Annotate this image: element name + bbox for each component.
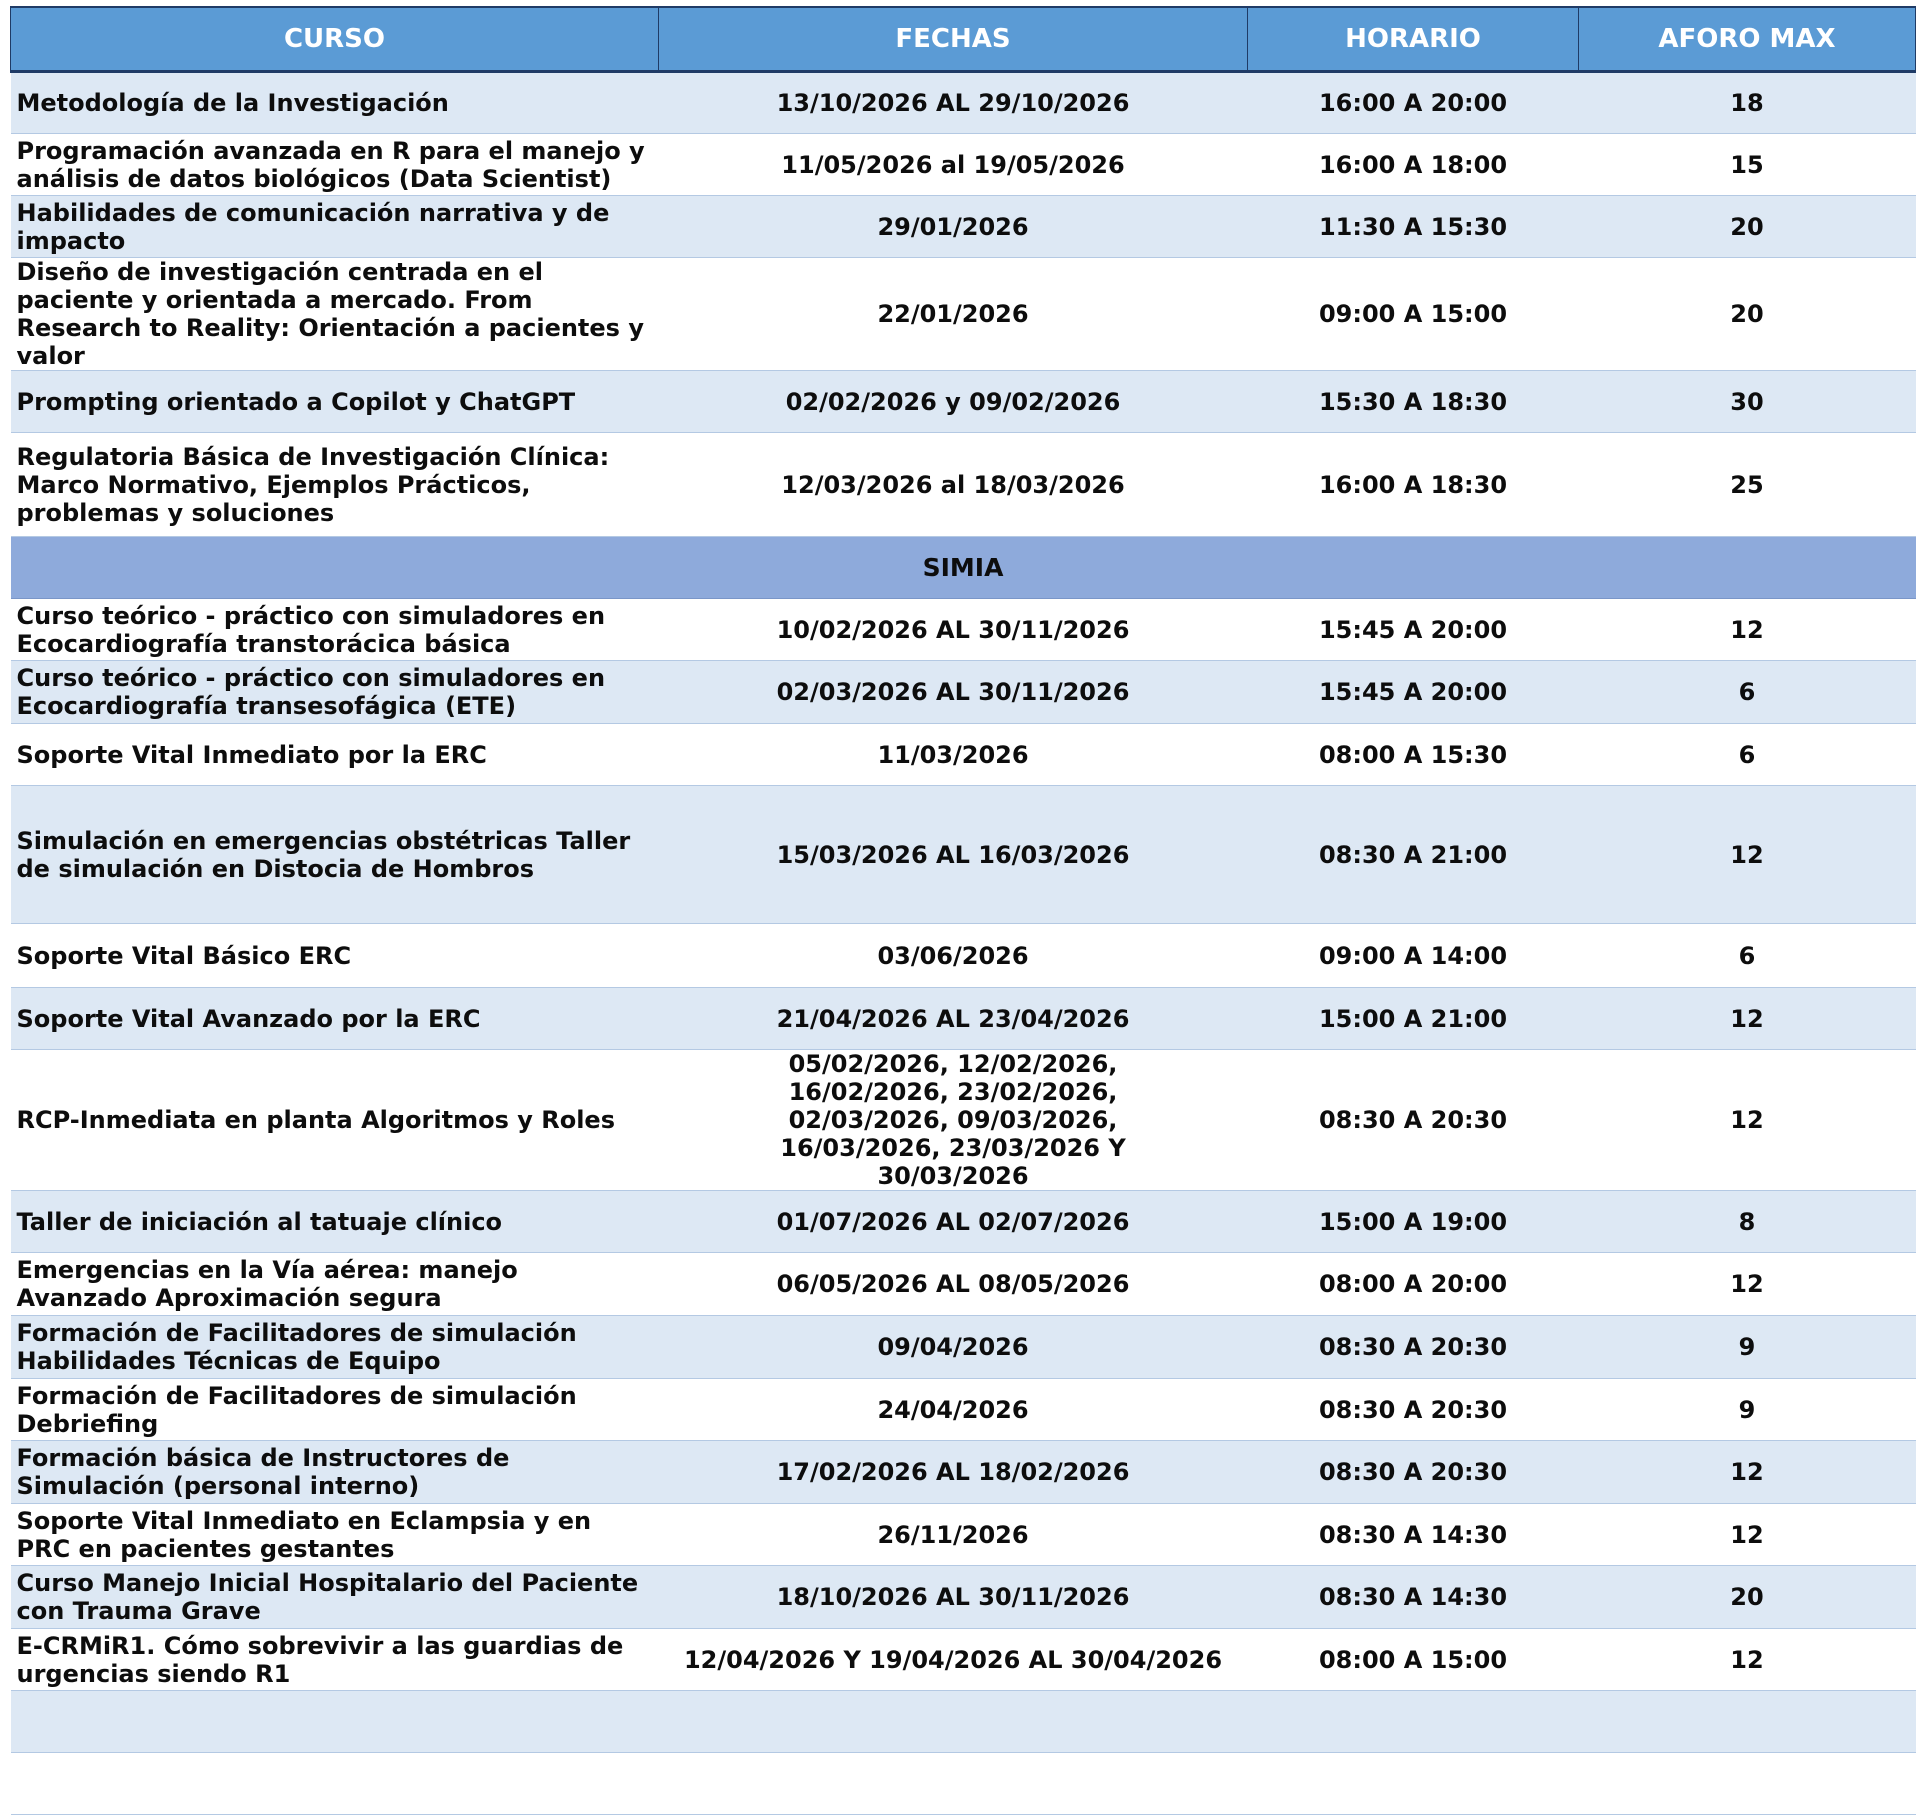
course-capacity: 20 xyxy=(1579,258,1916,371)
course-dates: 26/11/2026 xyxy=(659,1504,1248,1566)
table-row xyxy=(11,1050,1916,1191)
table-row xyxy=(11,371,1916,433)
table-row xyxy=(11,1753,1916,1815)
course-dates: 29/01/2026 xyxy=(659,196,1248,258)
course-name: Soporte Vital Inmediato en Eclampsia y en PRC en pacientes gestantes xyxy=(11,1504,659,1566)
course-name: RCP-Inmediata en planta Algoritmos y Roles xyxy=(11,1050,659,1191)
course-dates: 18/10/2026 AL 30/11/2026 xyxy=(659,1566,1248,1629)
course-name xyxy=(11,1753,659,1815)
course-name: Programación avanzada en R para el manejo y análisis de datos biológicos (Data Scientist) xyxy=(11,134,659,196)
course-dates xyxy=(659,1691,1248,1753)
course-schedule: 08:30 A 20:30 xyxy=(1248,1379,1579,1441)
course-capacity: 9 xyxy=(1579,1316,1916,1379)
course-dates: 17/02/2026 AL 18/02/2026 xyxy=(659,1441,1248,1504)
course-schedule: 08:30 A 14:30 xyxy=(1248,1566,1579,1629)
course-name: Habilidades de comunicación narrativa y de impacto xyxy=(11,196,659,258)
course-capacity: 6 xyxy=(1579,724,1916,786)
course-capacity: 20 xyxy=(1579,1566,1916,1629)
course-schedule xyxy=(1248,1691,1579,1753)
course-schedule: 16:00 A 18:30 xyxy=(1248,433,1579,537)
courses-table xyxy=(10,6,1916,1815)
course-name: Prompting orientado a Copilot y ChatGPT xyxy=(11,371,659,433)
table-row xyxy=(11,786,1916,924)
course-dates: 03/06/2026 xyxy=(659,924,1248,988)
course-dates xyxy=(659,1753,1248,1815)
table-row xyxy=(11,1316,1916,1379)
table-body xyxy=(11,72,1916,1815)
course-name xyxy=(11,1691,659,1753)
table-row xyxy=(11,1566,1916,1629)
course-dates: 24/04/2026 xyxy=(659,1379,1248,1441)
table-row xyxy=(11,72,1916,134)
table-row xyxy=(11,1691,1916,1753)
course-dates: 09/04/2026 xyxy=(659,1316,1248,1379)
table-row xyxy=(11,724,1916,786)
course-dates: 05/02/2026, 12/02/2026, 16/02/2026, 23/02/2026, 02/03/2026, 09/03/2026, 16/03/2026, 23/03/2026 Y 30/03/2026 xyxy=(659,1050,1248,1191)
course-capacity xyxy=(1579,1691,1916,1753)
course-dates: 11/03/2026 xyxy=(659,724,1248,786)
course-name: Regulatoria Básica de Investigación Clínica: Marco Normativo, Ejemplos Prácticos, problemas y soluciones xyxy=(11,433,659,537)
course-capacity xyxy=(1579,1753,1916,1815)
section-title: SIMIA xyxy=(11,537,1916,599)
course-schedule: 09:00 A 15:00 xyxy=(1248,258,1579,371)
course-capacity: 20 xyxy=(1579,196,1916,258)
table-header xyxy=(11,7,1916,72)
course-capacity: 6 xyxy=(1579,661,1916,724)
course-capacity: 6 xyxy=(1579,924,1916,988)
course-dates: 21/04/2026 AL 23/04/2026 xyxy=(659,988,1248,1050)
table-row xyxy=(11,1504,1916,1566)
course-name: E-CRMiR1. Cómo sobrevivir a las guardias de urgencias siendo R1 xyxy=(11,1629,659,1691)
course-capacity: 12 xyxy=(1579,1629,1916,1691)
course-capacity: 8 xyxy=(1579,1191,1916,1253)
course-schedule xyxy=(1248,1753,1579,1815)
course-schedule: 08:00 A 20:00 xyxy=(1248,1253,1579,1316)
course-schedule: 15:00 A 21:00 xyxy=(1248,988,1579,1050)
course-dates: 06/05/2026 AL 08/05/2026 xyxy=(659,1253,1248,1316)
table-row xyxy=(11,258,1916,371)
course-capacity: 15 xyxy=(1579,134,1916,196)
course-capacity: 12 xyxy=(1579,786,1916,924)
course-dates: 11/05/2026 al 19/05/2026 xyxy=(659,134,1248,196)
table-row xyxy=(11,134,1916,196)
course-name: Taller de iniciación al tatuaje clínico xyxy=(11,1191,659,1253)
course-name: Simulación en emergencias obstétricas Taller de simulación en Distocia de Hombros xyxy=(11,786,659,924)
table-row xyxy=(11,1191,1916,1253)
course-name: Soporte Vital Avanzado por la ERC xyxy=(11,988,659,1050)
table-row xyxy=(11,924,1916,988)
course-schedule: 16:00 A 18:00 xyxy=(1248,134,1579,196)
course-schedule: 11:30 A 15:30 xyxy=(1248,196,1579,258)
course-name: Curso teórico - práctico con simuladores en Ecocardiografía transtorácica básica xyxy=(11,599,659,661)
course-schedule: 08:30 A 20:30 xyxy=(1248,1316,1579,1379)
course-schedule: 08:30 A 21:00 xyxy=(1248,786,1579,924)
course-name: Formación básica de Instructores de Simulación (personal interno) xyxy=(11,1441,659,1504)
course-name: Metodología de la Investigación xyxy=(11,72,659,134)
course-name: Diseño de investigación centrada en el paciente y orientada a mercado. From Research to Reality: Orientación a pacientes y valor xyxy=(11,258,659,371)
course-dates: 02/02/2026 y 09/02/2026 xyxy=(659,371,1248,433)
table-row xyxy=(11,988,1916,1050)
course-capacity: 9 xyxy=(1579,1379,1916,1441)
table-row xyxy=(11,661,1916,724)
course-schedule: 16:00 A 20:00 xyxy=(1248,72,1579,134)
course-dates: 13/10/2026 AL 29/10/2026 xyxy=(659,72,1248,134)
course-capacity: 12 xyxy=(1579,988,1916,1050)
course-capacity: 18 xyxy=(1579,72,1916,134)
course-capacity: 25 xyxy=(1579,433,1916,537)
table-row xyxy=(11,1629,1916,1691)
course-schedule: 15:30 A 18:30 xyxy=(1248,371,1579,433)
course-capacity: 12 xyxy=(1579,1441,1916,1504)
course-schedule: 15:45 A 20:00 xyxy=(1248,661,1579,724)
course-name: Formación de Facilitadores de simulación Habilidades Técnicas de Equipo xyxy=(11,1316,659,1379)
course-name: Emergencias en la Vía aérea: manejo Avanzado Aproximación segura xyxy=(11,1253,659,1316)
course-schedule: 08:00 A 15:30 xyxy=(1248,724,1579,786)
course-capacity: 12 xyxy=(1579,599,1916,661)
table-row xyxy=(11,196,1916,258)
course-dates: 10/02/2026 AL 30/11/2026 xyxy=(659,599,1248,661)
course-capacity: 12 xyxy=(1579,1253,1916,1316)
course-schedule: 08:30 A 20:30 xyxy=(1248,1050,1579,1191)
course-dates: 15/03/2026 AL 16/03/2026 xyxy=(659,786,1248,924)
course-schedule: 08:30 A 20:30 xyxy=(1248,1441,1579,1504)
header-horario: HORARIO xyxy=(1248,7,1579,72)
course-name: Curso Manejo Inicial Hospitalario del Paciente con Trauma Grave xyxy=(11,1566,659,1629)
table-row xyxy=(11,599,1916,661)
course-dates: 01/07/2026 AL 02/07/2026 xyxy=(659,1191,1248,1253)
course-capacity: 30 xyxy=(1579,371,1916,433)
course-name: Soporte Vital Inmediato por la ERC xyxy=(11,724,659,786)
table-row xyxy=(11,1441,1916,1504)
courses-table-container xyxy=(10,6,1915,1815)
course-dates: 02/03/2026 AL 30/11/2026 xyxy=(659,661,1248,724)
table-row xyxy=(11,1379,1916,1441)
header-row xyxy=(11,7,1916,72)
course-name: Soporte Vital Básico ERC xyxy=(11,924,659,988)
table-row xyxy=(11,1253,1916,1316)
header-aforo: AFORO MAX xyxy=(1579,7,1916,72)
header-fechas: FECHAS xyxy=(659,7,1248,72)
header-curso: CURSO xyxy=(11,7,659,72)
table-row xyxy=(11,433,1916,537)
course-schedule: 08:30 A 14:30 xyxy=(1248,1504,1579,1566)
course-schedule: 08:00 A 15:00 xyxy=(1248,1629,1579,1691)
course-name: Curso teórico - práctico con simuladores en Ecocardiografía transesofágica (ETE) xyxy=(11,661,659,724)
course-schedule: 09:00 A 14:00 xyxy=(1248,924,1579,988)
course-capacity: 12 xyxy=(1579,1050,1916,1191)
course-schedule: 15:00 A 19:00 xyxy=(1248,1191,1579,1253)
course-name: Formación de Facilitadores de simulación Debriefing xyxy=(11,1379,659,1441)
course-dates: 12/04/2026 Y 19/04/2026 AL 30/04/2026 xyxy=(659,1629,1248,1691)
course-schedule: 15:45 A 20:00 xyxy=(1248,599,1579,661)
course-capacity: 12 xyxy=(1579,1504,1916,1566)
course-dates: 12/03/2026 al 18/03/2026 xyxy=(659,433,1248,537)
course-dates: 22/01/2026 xyxy=(659,258,1248,371)
section-row xyxy=(11,537,1916,599)
